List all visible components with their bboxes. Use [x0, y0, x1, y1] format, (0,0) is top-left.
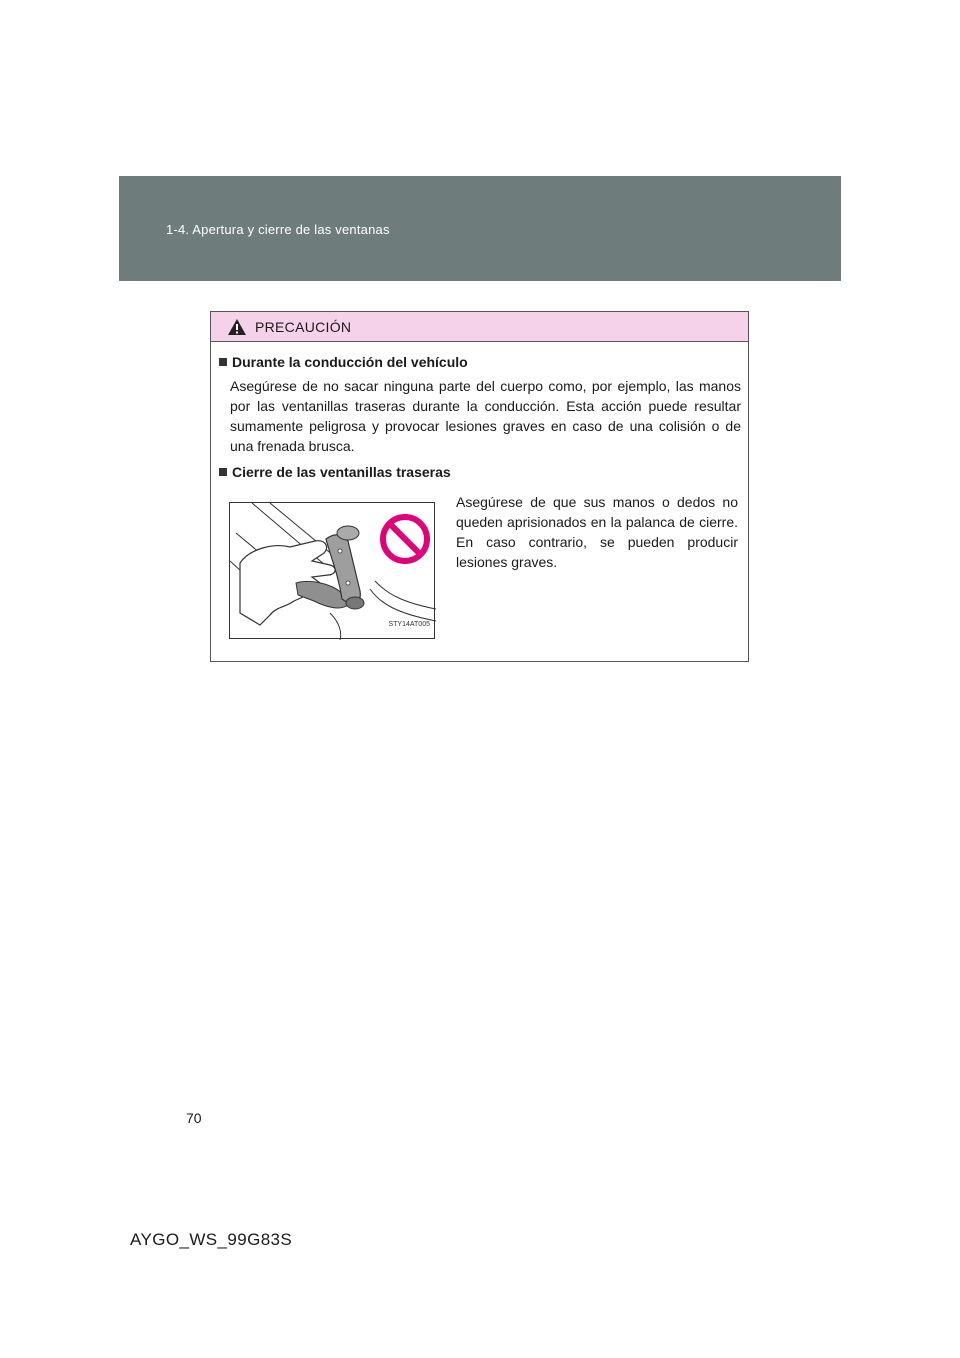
bullet-square-icon — [219, 358, 227, 366]
item-heading-text: Cierre de las ventanillas traseras — [232, 464, 451, 480]
page-number: 70 — [186, 1110, 202, 1126]
item-heading — [219, 352, 741, 372]
document-code: AYGO_WS_99G83S — [130, 1230, 293, 1249]
header-band — [119, 176, 841, 281]
item-text: Asegúrese de no sacar ninguna parte del cuerpo como, por ejemplo, las manos por las ventanillas traseras durante la conducción. Esta acción puede resultar sumamente peligrosa y provocar lesiones graves en caso de una colisión o de una frenada brusca. — [230, 378, 741, 454]
item-text: Asegúrese de que sus manos o dedos no queden aprisionados en la palanca de cierre. En caso contrario, se pueden producir lesiones graves. — [456, 494, 738, 570]
section-title: 1-4. Apertura y cierre de las ventanas — [166, 222, 390, 237]
item-row — [219, 492, 741, 639]
item-heading-text: Durante la conducción del vehículo — [232, 354, 468, 370]
figure-code: STY14AT005 — [388, 621, 430, 628]
item-heading — [219, 462, 741, 482]
caution-body — [211, 342, 748, 639]
caution-header — [211, 312, 748, 342]
lock-lever-illustration — [229, 502, 435, 639]
bullet-square-icon — [219, 468, 227, 476]
caution-title: PRECAUCIÓN — [255, 318, 352, 335]
caution-item-2 — [219, 462, 741, 639]
caution-box — [210, 311, 749, 662]
warning-triangle-icon — [227, 318, 247, 336]
caution-item-1 — [219, 352, 741, 456]
